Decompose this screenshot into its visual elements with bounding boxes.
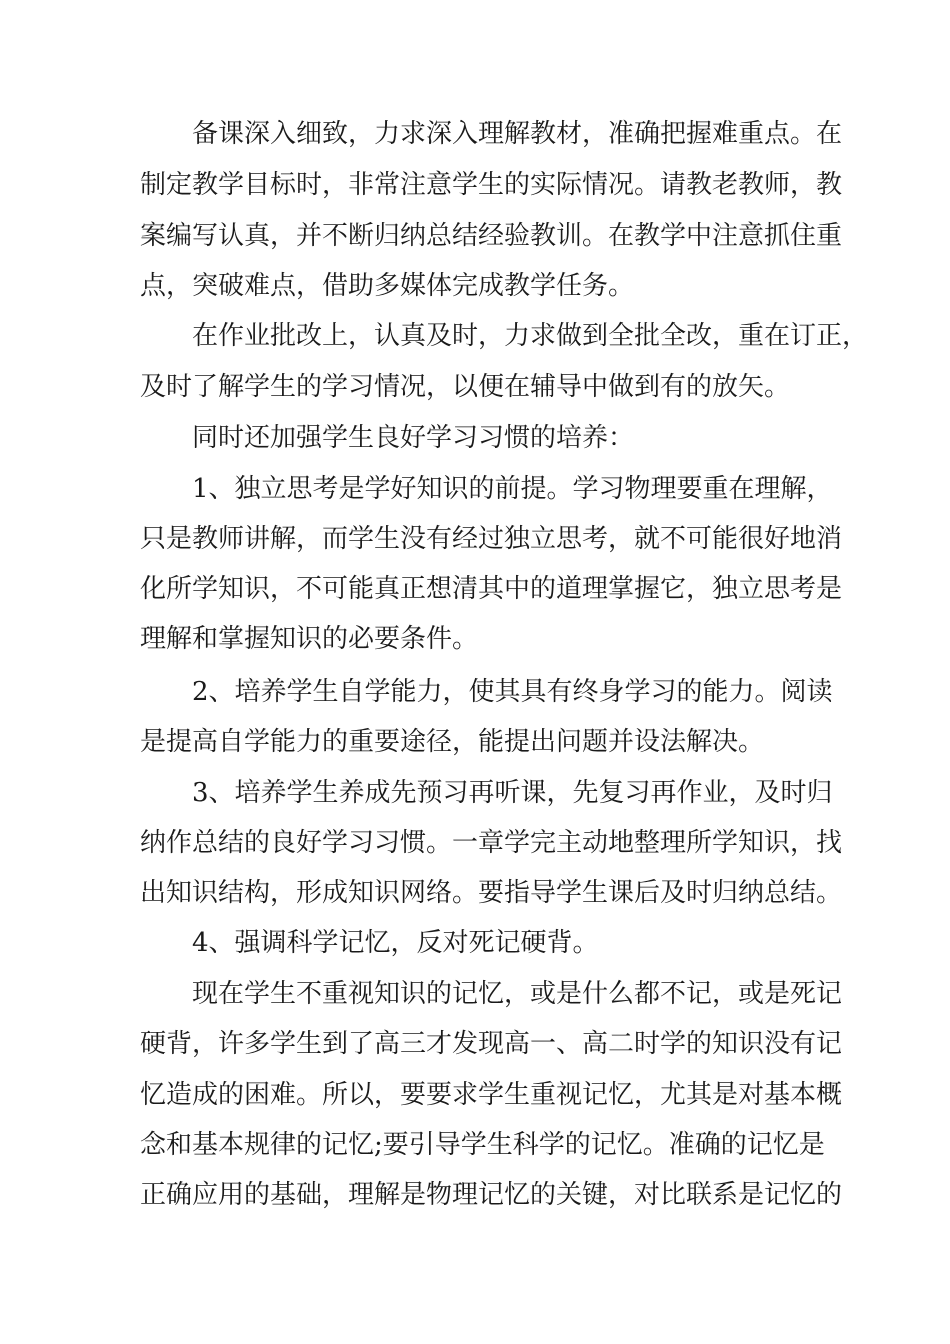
text-line: 在作业批改上，认真及时，力求做到全批全改，重在订正，	[192, 321, 869, 351]
text-line: 1、独立思考是学好知识的前提。学习物理要重在理解，	[192, 474, 833, 504]
text-line: 正确应用的基础，理解是物理记忆的关键，对比联系是记忆的	[140, 1180, 843, 1210]
text-line: 同时还加强学生良好学习习惯的培养：	[192, 423, 635, 453]
text-line: 及时了解学生的学习情况，以便在辅导中做到有的放矢。	[140, 372, 791, 402]
text-line: 制定教学目标时，非常注意学生的实际情况。请教老教师，教	[140, 170, 843, 200]
text-line: 2、培养学生自学能力，使其具有终身学习的能力。阅读	[192, 677, 833, 707]
text-line: 硬背，许多学生到了高三才发现高一、高二时学的知识没有记	[140, 1029, 843, 1059]
text-line: 念和基本规律的记忆;要引导学生科学的记忆。准确的记忆是	[140, 1130, 825, 1160]
text-line: 是提高自学能力的重要途径，能提出问题并设法解决。	[140, 727, 765, 757]
text-line: 备课深入细致，力求深入理解教材，准确把握难重点。在	[192, 119, 843, 149]
text-line: 忆造成的困难。所以，要要求学生重视记忆，尤其是对基本概	[140, 1080, 843, 1110]
text-line: 纳作总结的良好学习习惯。一章学完主动地整理所学知识，找	[140, 828, 843, 858]
text-line: 现在学生不重视知识的记忆，或是什么都不记，或是死记	[192, 979, 843, 1009]
text-line: 4、强调科学记忆，反对死记硬背。	[192, 928, 599, 958]
text-line: 案编写认真，并不断归纳总结经验教训。在教学中注意抓住重	[140, 221, 843, 251]
text-line: 出知识结构，形成知识网络。要指导学生课后及时归纳总结。	[140, 878, 843, 908]
text-line: 化所学知识，不可能真正想清其中的道理掌握它，独立思考是	[140, 574, 843, 604]
text-line: 点，突破难点，借助多媒体完成教学任务。	[140, 271, 635, 301]
text-line: 只是教师讲解，而学生没有经过独立思考，就不可能很好地消	[140, 524, 843, 554]
text-line: 理解和掌握知识的必要条件。	[140, 624, 479, 654]
text-line: 3、培养学生养成先预习再听课，先复习再作业，及时归	[192, 778, 833, 808]
